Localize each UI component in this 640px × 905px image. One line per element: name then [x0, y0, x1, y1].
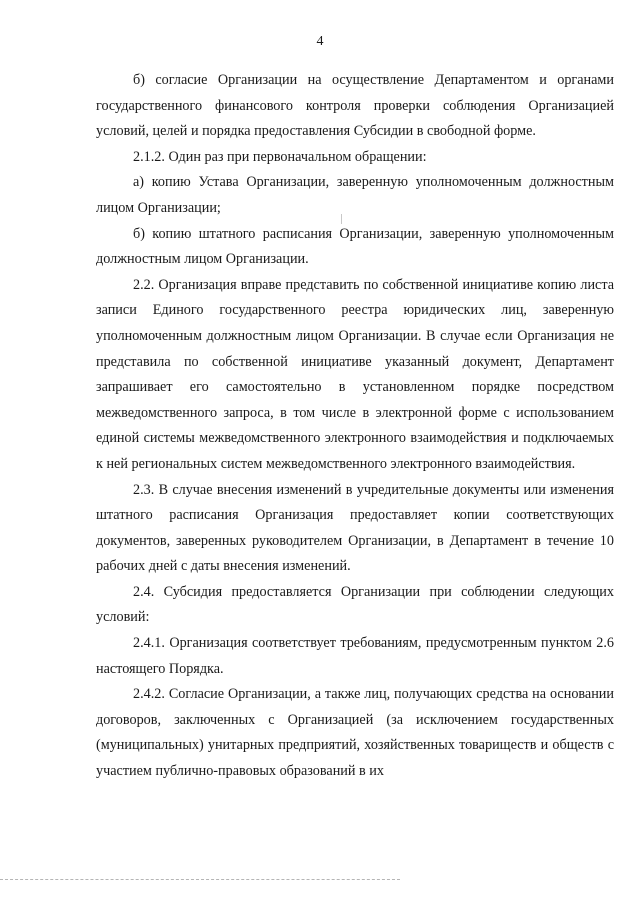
page-number: 4: [316, 34, 324, 49]
paragraph-consent: б) согласие Организации на осуществление Департаментом и органами государственного финансового контроля проверки соблюдения Организацией условий, целей и порядка предоставления Субсидии в свободной форме.: [96, 72, 614, 140]
paragraph-2-2: 2.2. Организация вправе представить по собственной инициативе копию листа записи Единого государственного реестра юридических лиц, заверенную уполномоченным должностным лицом Организации. В случае если Организация не представила по собственной инициативе указанный документ, Департамент запрашивает его самостоятельно в установленном порядке посредством межведомственного запроса, в том числе в электронной форме с использованием единой системы межведомственного электронного взаимодействия и подключаемых к ней региональных систем межведомственного электронного взаимодействия.: [96, 276, 614, 472]
paragraph-2-4-1: 2.4.1. Организация соответствует требованиям, предусмотренным пунктом 2.6 настоящего Порядка.: [96, 635, 614, 677]
paragraph-2-1-2: 2.1.2. Один раз при первоначальном обращении:: [133, 148, 427, 165]
paragraph-2-4-2: 2.4.2. Согласие Организации, а также лиц, получающих средства на основании договоров, заключенных с Организацией (за исключением государственных (муниципальных) унитарных предприятий, хозяйственных товариществ и обществ с участием публично-правовых образований в их: [96, 686, 614, 780]
document-body: [96, 68, 614, 785]
paragraph-charter-copy: а) копию Устава Организации, заверенную уполномоченным должностным лицом Организации;: [96, 174, 614, 216]
footer-rule: [0, 879, 400, 880]
paragraph-2-4: 2.4. Субсидия предоставляется Организации при соблюдении следующих условий:: [96, 583, 614, 626]
scan-artifact: [341, 214, 342, 224]
paragraph-2-3: 2.3. В случае внесения изменений в учредительные документы или изменения штатного расписания Организация предоставляет копии соответствующих документов, заверенных руководителем Организации, в Департамент в течение 10 рабочих дней с даты внесения изменений.: [96, 481, 614, 575]
paragraph-staff-schedule-copy: б) копию штатного расписания Организации, заверенную уполномоченным должностным лицом Организации.: [96, 225, 614, 268]
